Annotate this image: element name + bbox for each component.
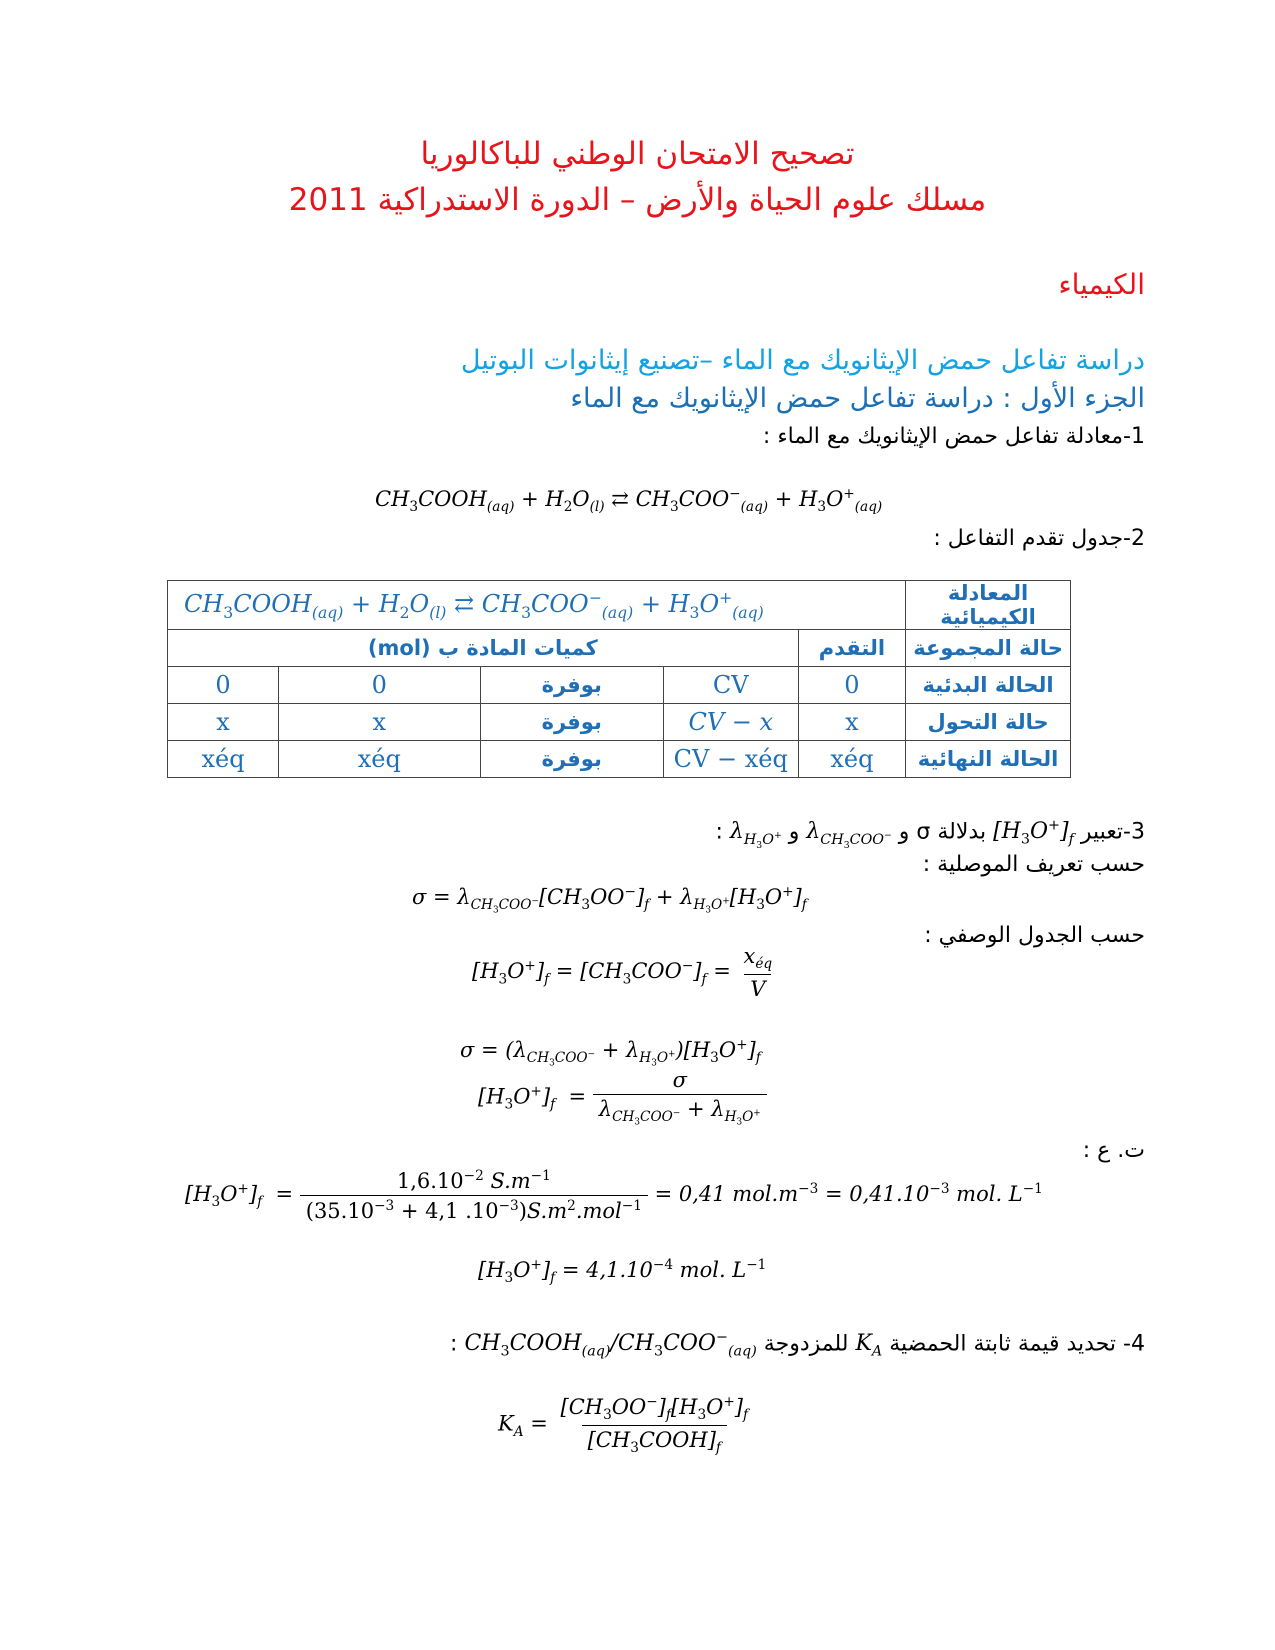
table-row xyxy=(168,667,1071,704)
title-line-1: تصحيح الامتحان الوطني للباكالوريا xyxy=(420,136,855,172)
table-cell: CV − xéq xyxy=(663,741,798,778)
table-cell: CV − x xyxy=(663,704,798,741)
result-3: = 4,1.10 xyxy=(561,1258,653,1282)
table-row xyxy=(168,704,1071,741)
question-3: 3-تعبير $[H_3O^+]_f$ بدلالة σ و $\lambda_{CH_3COO^-}$ و $\lambda_{H_3O^+}$ : xyxy=(715,818,1145,851)
table-equation-cell: $CH_3COOH_{(aq)} + H_2O_{(l)}$ ⇄ $CH_3COO^-_{(aq)} + H_3O^+_{(aq)}$ xyxy=(168,581,906,630)
table-equation-label: المعادلة الكيميائية xyxy=(906,581,1071,630)
table-row xyxy=(168,630,1071,667)
sigma-formula: $\sigma = (\lambda_{CH_3COO^-} + \lambda_{H_3O^+})[H_3O^+]_f$ xyxy=(460,1037,761,1069)
q3-middle: بدلالة σ و xyxy=(898,819,987,845)
table-cell: بوفرة xyxy=(480,667,663,704)
table-quantities-label: كميات المادة ب (mol) xyxy=(168,630,799,667)
table-cell: CV xyxy=(663,667,798,704)
final-result: $[H_3O^+]_f = 4,1.10^{-4}$ mol. $L^{-1}$ xyxy=(478,1257,767,1287)
result-1: = 0,41 mol.m xyxy=(654,1182,799,1206)
question-4: 4- تحديد قيمة ثابتة الحمضية $K_A$ للمزدوجة $CH_3COOH_{(aq)}/CH_3COO^-_{(aq)}$ : xyxy=(450,1330,1145,1360)
concentration-formula: $[H_3O^+]_f = [CH_3COO^-]_f$ = $\frac{x_{éq}}{V}$ xyxy=(472,944,773,1002)
table-cell: x xyxy=(798,704,905,741)
result-2: = 0,41.10 xyxy=(824,1182,930,1206)
by-table-text: حسب الجدول الوصفي : xyxy=(924,923,1145,948)
table-cell: 0 xyxy=(279,667,481,704)
table-cell: 0 xyxy=(168,667,279,704)
numeric-calculation: $[H_3O^+]_f$ = $\frac{1,6.10^{-2} S.m^{-1}}{(35.10^{-3} + 4,1 .10^{-3})S.m^2.mol^{-1}}$ = 0,41 $mol.m^{-3} = 0,41.10^{-3}$ mol. $L^{-1}$ xyxy=(185,1168,1043,1223)
q4-middle: للمزدوجة xyxy=(763,1331,849,1357)
q4-prefix: 4- تحديد قيمة ثابتة الحمضية xyxy=(889,1331,1145,1357)
part1-title: الجزء الأول : دراسة تفاعل حمض الإيثانويك مع الماء xyxy=(570,383,1145,414)
num-value: 1,6.10 xyxy=(396,1169,464,1193)
table-cell: حالة التحول xyxy=(906,704,1071,741)
reaction-equation: $CH_3COOH_{(aq)} + H_2O_{(l)}$ ⇄ $CH_3COO^-_{(aq)} + H_3O^+_{(aq)}$ xyxy=(375,486,883,516)
numeric-application-label: ت. ع : xyxy=(1082,1138,1145,1163)
conductivity-formula: $\sigma = \lambda_{CH_3COO^-}[CH_3OO^-]_f + \lambda_{H_3O^+}[H_3O^+]_f$ xyxy=(412,884,807,916)
table-advance-label: التقدم xyxy=(798,630,905,667)
table-cell: 0 xyxy=(798,667,905,704)
table-cell: الحالة البدئية xyxy=(906,667,1071,704)
exercise-title: دراسة تفاعل حمض الإيثانويك مع الماء –تصنيع إيثانوات البوتيل xyxy=(460,345,1145,376)
table-cell: بوفرة xyxy=(480,704,663,741)
table-cell: x xyxy=(279,704,481,741)
table-cell: xéq xyxy=(279,741,481,778)
table-row xyxy=(168,581,1071,630)
table-cell: xéq xyxy=(798,741,905,778)
question-2: 2-جدول تقدم التفاعل : xyxy=(933,526,1145,551)
h3o-expression: $[H_3O^+]_f$ = $\frac{\sigma}{\lambda_{CH_3COO^-} + \lambda_{H_3O^+}}$ xyxy=(478,1068,767,1128)
by-conductivity-text: حسب تعريف الموصلية : xyxy=(922,852,1145,877)
q3-prefix: 3-تعبير xyxy=(1080,819,1145,845)
table-cell: بوفرة xyxy=(480,741,663,778)
q3-conj: و xyxy=(788,819,800,845)
table-state-label: حالة المجموعة xyxy=(906,630,1071,667)
table-cell: الحالة النهائية xyxy=(906,741,1071,778)
question-1: 1-معادلة تفاعل حمض الإيثانويك مع الماء : xyxy=(762,424,1145,449)
table-cell: x xyxy=(168,704,279,741)
title-line-2: مسلك علوم الحياة والأرض – الدورة الاستدراكية 2011 xyxy=(288,182,987,218)
table-cell: xéq xyxy=(168,741,279,778)
table-row xyxy=(168,741,1071,778)
advancement-table xyxy=(167,580,1071,778)
ka-formula: $K_A$ = $\frac{[CH_3OO^-]_f[H_3O^+]_f}{[CH_3COOH]_f}$ xyxy=(498,1394,749,1457)
subject-heading: الكيمياء xyxy=(1058,268,1145,301)
